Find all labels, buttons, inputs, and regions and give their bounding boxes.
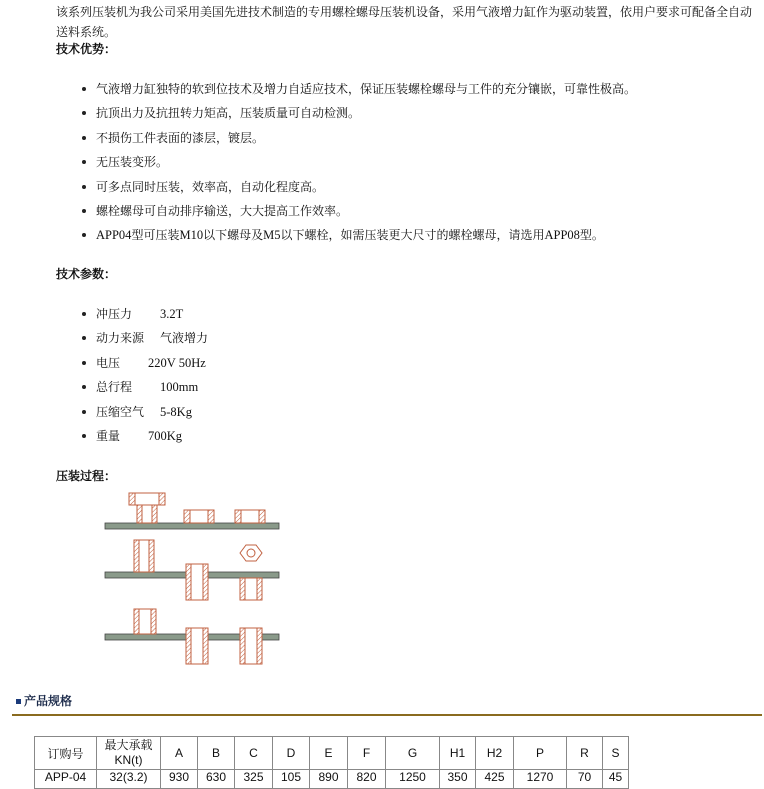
table-header-cell: G — [386, 737, 440, 770]
table-header-cell: R — [567, 737, 603, 770]
table-cell: 930 — [161, 770, 198, 789]
list-item: 螺栓螺母可自动排序输送，大大提高工作效率。 — [80, 199, 636, 223]
table-cell: 105 — [273, 770, 310, 789]
table-header-cell: F — [348, 737, 386, 770]
stud-part-3 — [134, 609, 156, 634]
square-bullet-icon — [16, 699, 21, 704]
intro-paragraph: 该系列压装机为我公司采用美国先进技术制造的专用螺栓螺母压装机设备，采用气液增力缸作为驱动装置，依用户要求可配备全自动送料系统。 — [56, 5, 753, 39]
table-cell: 425 — [476, 770, 514, 789]
table-cell: APP-04 — [35, 770, 97, 789]
process-heading: 压装过程： — [56, 469, 117, 483]
list-item: 不损伤工件表面的漆层，镀层。 — [80, 126, 636, 150]
table-cell: 890 — [310, 770, 348, 789]
nut-part-1 — [129, 493, 165, 523]
table-header-row — [35, 737, 629, 770]
spec-table — [34, 736, 629, 789]
table-cell: 70 — [567, 770, 603, 789]
list-item: 总行程 100mm — [80, 375, 208, 399]
table-cell: 1250 — [386, 770, 440, 789]
list-item: 抗顶出力及抗扭转力矩高，压装质量可自动检测。 — [80, 101, 636, 125]
table-header-cell: E — [310, 737, 348, 770]
table-cell: 1270 — [514, 770, 567, 789]
params-heading: 技术参数： — [56, 267, 117, 281]
table-header-cell: A — [161, 737, 198, 770]
list-item: 动力来源 气液增力 — [80, 326, 208, 350]
stud-part-2 — [186, 564, 208, 600]
nut-part-3 — [235, 510, 265, 523]
list-item: 气液增力缸独特的软到位技术及增力自适应技术，保证压装螺栓螺母与工件的充分镶嵌，可靠性极高。 — [80, 77, 636, 101]
table-cell: 45 — [603, 770, 629, 789]
table-header-cell: 最大承载 KN(t) — [97, 737, 161, 770]
table-header-cell: D — [273, 737, 310, 770]
table-header-cell: 订购号 — [35, 737, 97, 770]
press-process-diagram — [100, 488, 290, 668]
table-cell: 630 — [198, 770, 235, 789]
list-item: 冲压力 3.2T — [80, 302, 208, 326]
list-item: 电压 220V 50Hz — [80, 351, 208, 375]
list-item: 压缩空气 5-8Kg — [80, 400, 208, 424]
plate — [105, 523, 279, 529]
divider — [12, 714, 762, 716]
params-list — [80, 302, 208, 448]
list-item: 无压装变形。 — [80, 150, 636, 174]
advantages-heading: 技术优势： — [56, 42, 117, 56]
table-header-cell: C — [235, 737, 273, 770]
table-cell: 32(3.2) — [97, 770, 161, 789]
advantages-list — [80, 77, 636, 248]
stud-part-5 — [240, 628, 262, 664]
table-header-cell: S — [603, 737, 629, 770]
table-cell: 820 — [348, 770, 386, 789]
nut-part-2 — [184, 510, 214, 523]
stud-part-4 — [186, 628, 208, 664]
table-cell: 350 — [440, 770, 476, 789]
table-header-cell: H1 — [440, 737, 476, 770]
table-header-cell: B — [198, 737, 235, 770]
list-item: 重量 700Kg — [80, 424, 208, 448]
table-header-cell: P — [514, 737, 567, 770]
spec-section-title: 产品规格 — [16, 692, 72, 709]
table-header-cell: H2 — [476, 737, 514, 770]
list-item: APP04型可压装M10以下螺母及M5以下螺栓，如需压装更大尺寸的螺栓螺母，请选用APP08型。 — [80, 223, 636, 247]
stud-part-1 — [134, 540, 154, 572]
list-item: 可多点同时压装，效率高，自动化程度高。 — [80, 175, 636, 199]
table-cell: 325 — [235, 770, 273, 789]
table-row — [35, 770, 629, 789]
